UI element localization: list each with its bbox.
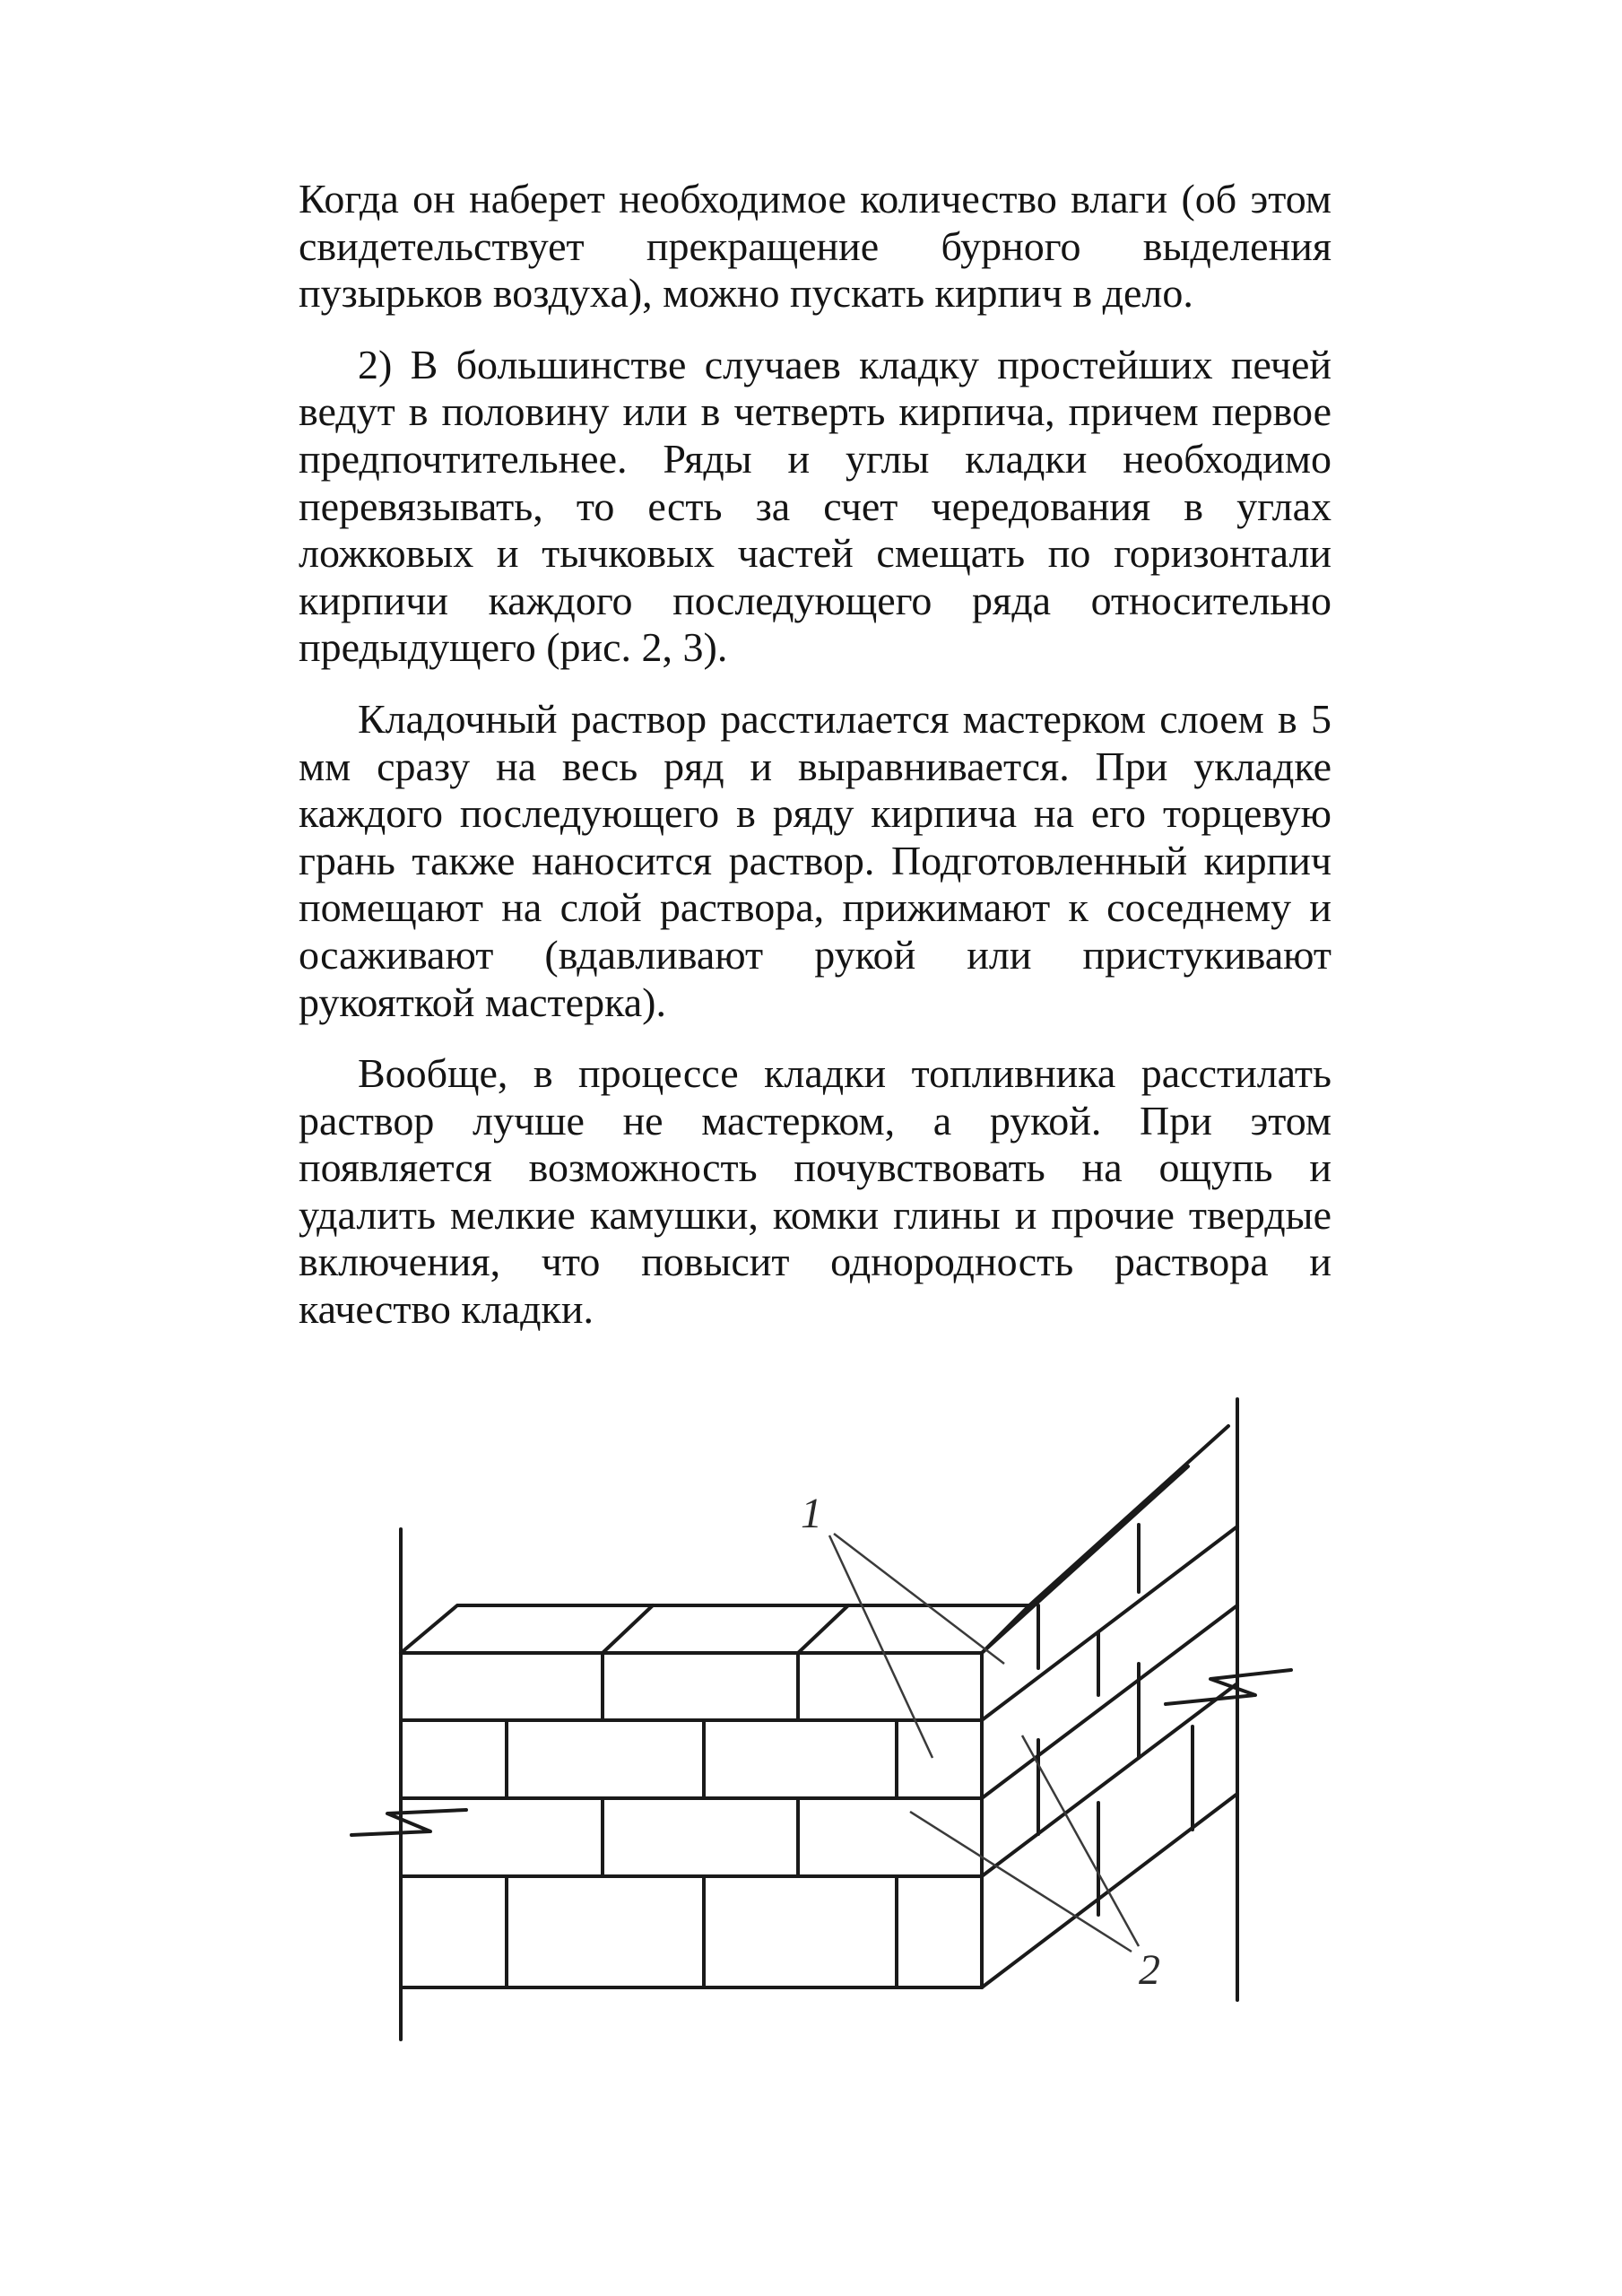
top-joint-1 [603,1605,653,1653]
brick-corner-drawing [0,1345,1622,2063]
paragraph-3: Кладочный раствор расстилается мастерком слоем в 5 мм сразу на весь ряд и выравнивается. При укладке каждого последующего в ряду кирпича на его торцевую грань также наносится раствор. Подготовленный кирпич помещают на слой раствора, прижимают к соседнему и осаживают (вдавливают рукой или пристукивают рукояткой мастерка). [299,695,1331,1025]
body-text [299,176,1331,1358]
side-bottom-edge [982,1794,1237,1987]
side-top-back-edge [1029,1426,1228,1605]
paragraph-1: Когда он наберет необходимое количество влаги (об этом свидетельствует прекращение бурного выделения пузырьков воздуха), можно пускать кирпич в дело. [299,176,1331,317]
side-top-edge [982,1466,1188,1653]
left-break-mark [351,1810,466,1835]
paragraph-4: Вообще, в процессе кладки топливника расстилать раствор лучше не мастерком, а рукой. При этом появляется возможность почувствовать на ощупь и удалить мелкие камушки, комки глины и прочие твердые включения, что повысит однородность раствора и качество кладки. [299,1050,1331,1333]
top-joint-2 [798,1605,848,1653]
right-break-mark [1166,1670,1291,1704]
brick-corner-figure [0,1345,1622,2063]
side-course-3 [982,1683,1237,1876]
top-face [401,1605,1029,1653]
side-course-1 [982,1526,1237,1720]
paragraph-2: 2) В большинстве случаев кладку простейших печей ведут в половину или в четверть кирпича, причем первое предпочтительнее. Ряды и углы кладки необходимо перевязывать, то есть за счет чередования в углах ложковых и тычковых частей смещать по горизонтали кирпичи каждого последующего ряда относительно предыдущего (рис. 2, 3). [299,341,1331,671]
callout-1: 1 [801,1490,822,1537]
callout-2: 2 [1139,1946,1160,1994]
